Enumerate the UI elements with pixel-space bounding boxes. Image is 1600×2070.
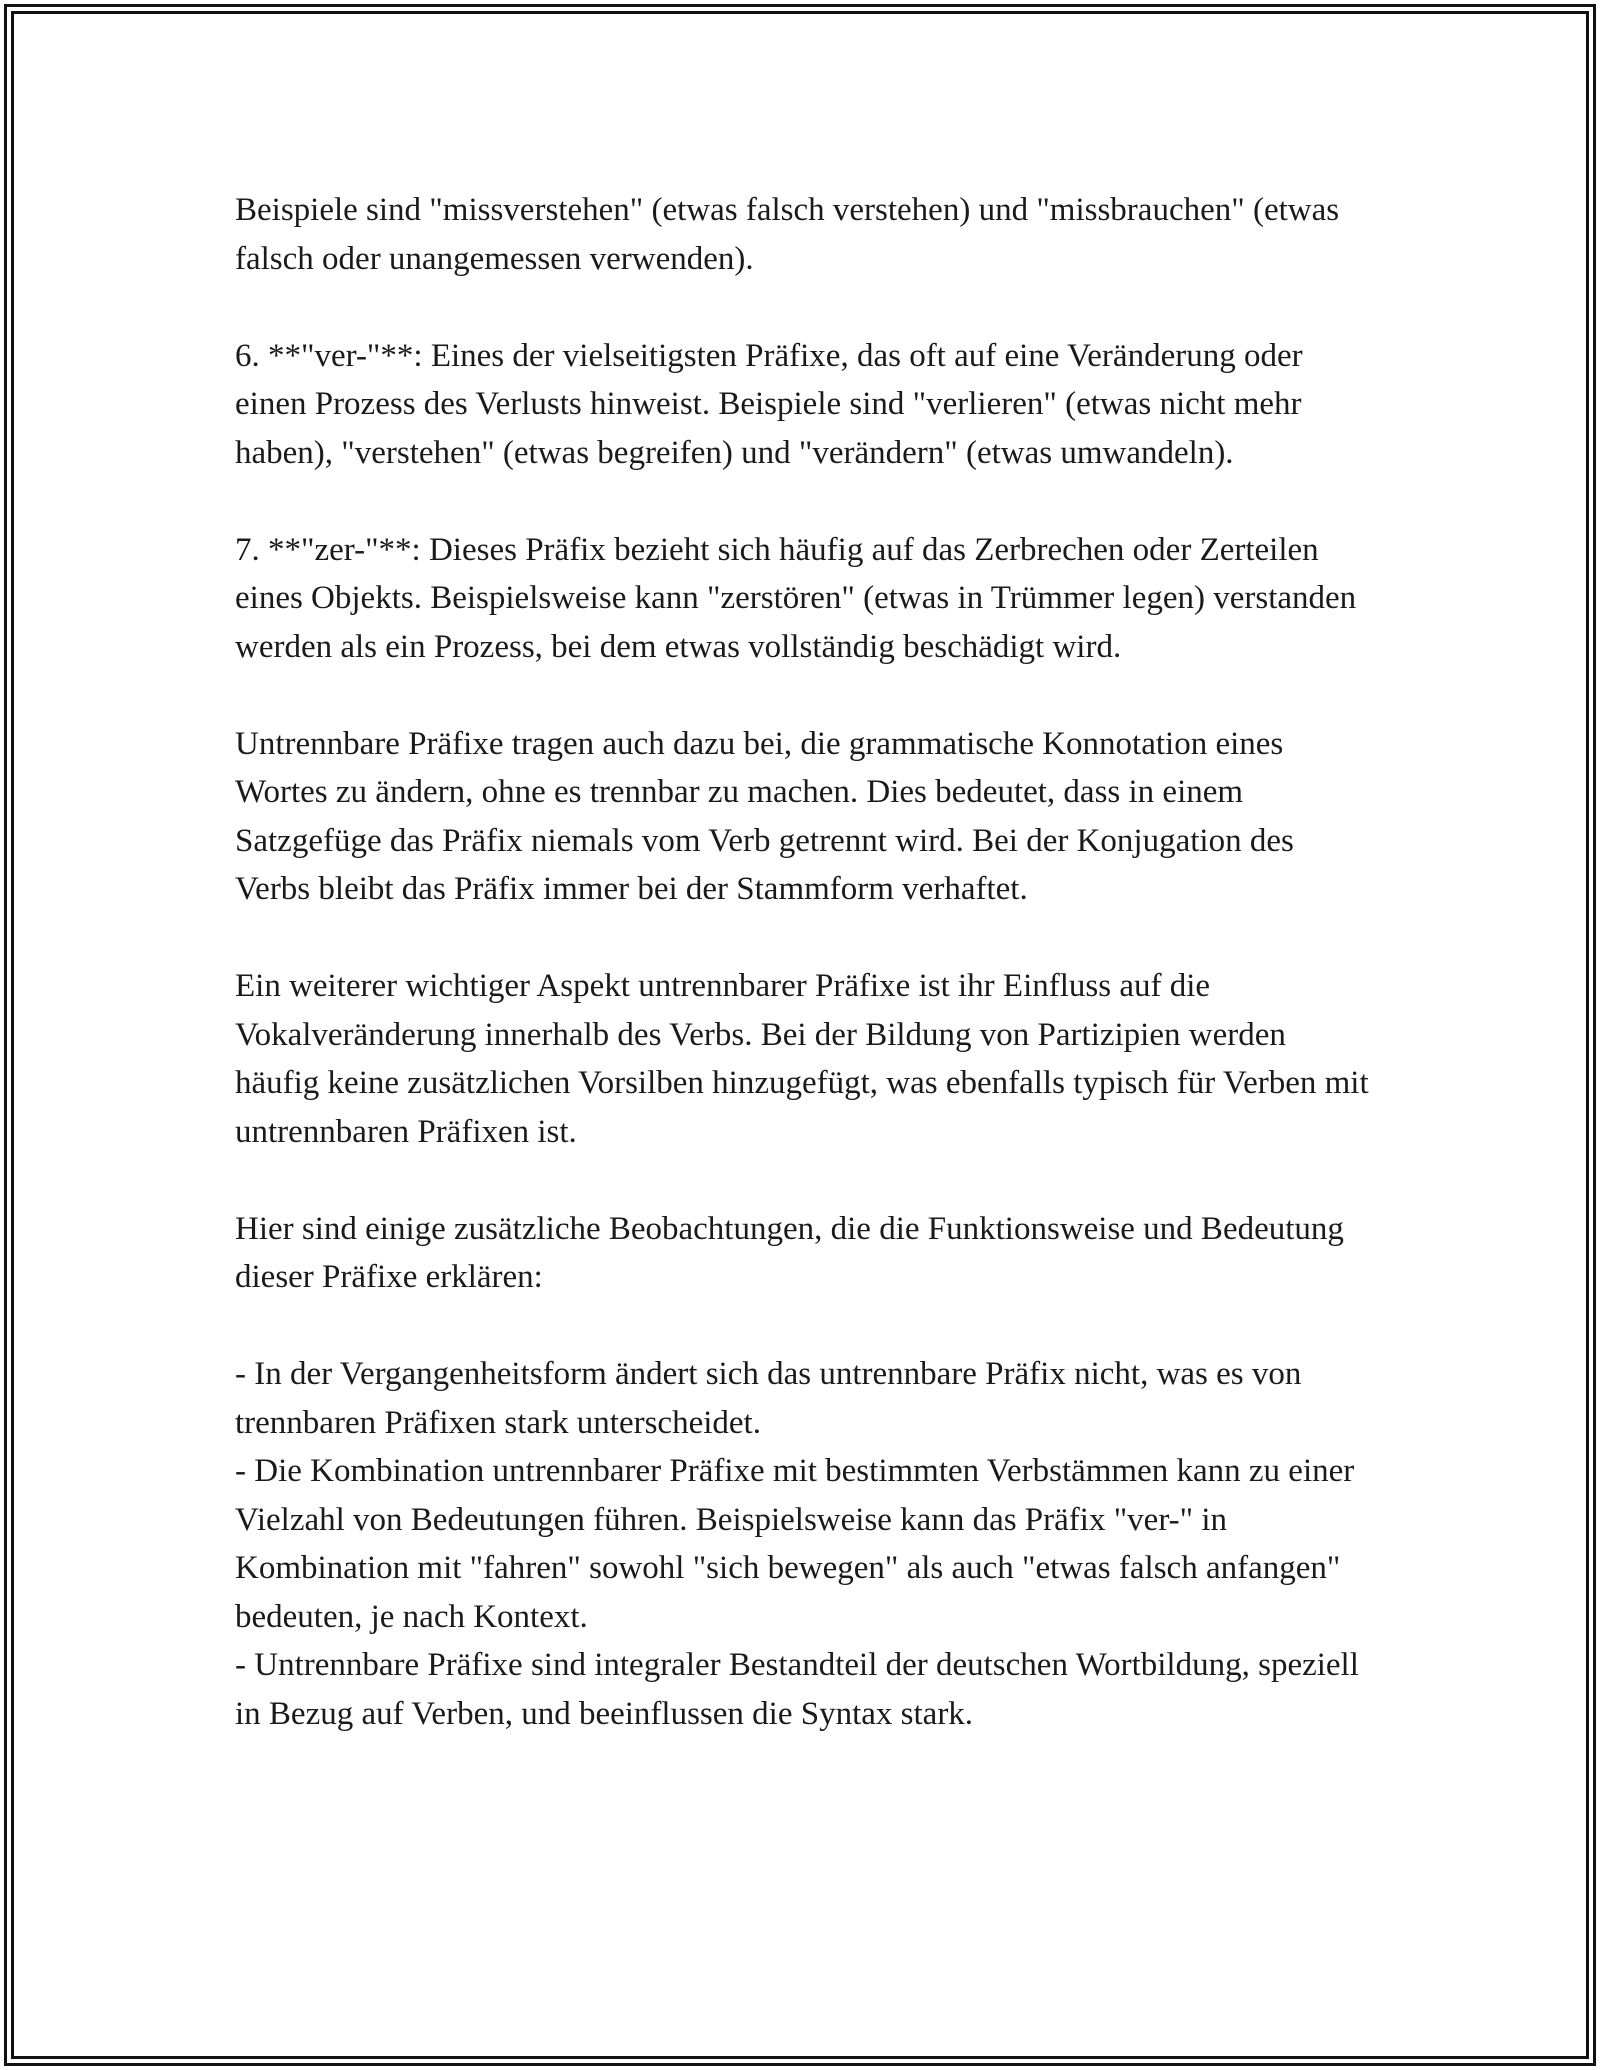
observations-list xyxy=(235,1350,1375,1738)
list-item: - Untrennbare Präfixe sind integraler Bestandteil der deutschen Wortbildung, speziell in Bezug auf Verben, und beeinflussen die Syntax stark. xyxy=(235,1647,1359,1732)
paragraph-observations-intro: Hier sind einige zusätzliche Beobachtungen, die die Funktionsweise und Bedeutung dieser Präfixe erklären: xyxy=(235,1210,1344,1295)
list-item: - Die Kombination untrennbarer Präfixe mit bestimmten Verbstämmen kann zu einer Vielzahl von Bedeutungen führen. Beispielsweise kann das Präfix "ver-" in Kombination mit "fahren" sowohl "sich bewegen" als auch "etwas falsch anfangen" bedeuten, je nach Kontext. xyxy=(235,1453,1355,1635)
paragraph-grammatical-connotation: Untrennbare Präfixe tragen auch dazu bei, die grammatische Konnotation eines Wortes zu ändern, ohne es trennbar zu machen. Dies bedeutet, dass in einem Satzgefüge das Präfix niemals vom Verb getrennt wird. Bei der Konjugation des Verbs bleibt das Präfix immer bei der Stammform verhaftet. xyxy=(235,725,1294,907)
paragraph-prefix-ver: 6. **"ver-"**: Eines der vielseitigsten Präfixe, das oft auf eine Veränderung oder einen Prozess des Verlusts hinweist. Beispiele sind "verlieren" (etwas nicht mehr haben), "verstehen" (etwas begreifen) und "verändern" (etwas umwandeln). xyxy=(235,337,1303,471)
paragraph-missbrauchen-examples: Beispiele sind "missverstehen" (etwas falsch verstehen) und "missbrauchen" (etwas falsch oder unangemessen verwenden). xyxy=(235,192,1340,277)
list-item: - In der Vergangenheitsform ändert sich das untrennbare Präfix nicht, was es von trennbaren Präfixen stark unterscheidet. xyxy=(235,1356,1302,1441)
paragraph-vowel-change: Ein weiterer wichtiger Aspekt untrennbarer Präfixe ist ihr Einfluss auf die Vokalveränderung innerhalb des Verbs. Bei der Bildung von Partizipien werden häufig keine zusätzlichen Vorsilben hinzugefügt, was ebenfalls typisch für Verben mit untrennbaren Präfixen ist. xyxy=(235,968,1369,1150)
document-body xyxy=(235,186,1375,1738)
paragraph-prefix-zer: 7. **"zer-"**: Dieses Präfix bezieht sich häufig auf das Zerbrechen oder Zerteilen eines Objekts. Beispielsweise kann "zerstören" (etwas in Trümmer legen) verstanden werden als ein Prozess, bei dem etwas vollständig beschädigt wird. xyxy=(235,531,1357,665)
